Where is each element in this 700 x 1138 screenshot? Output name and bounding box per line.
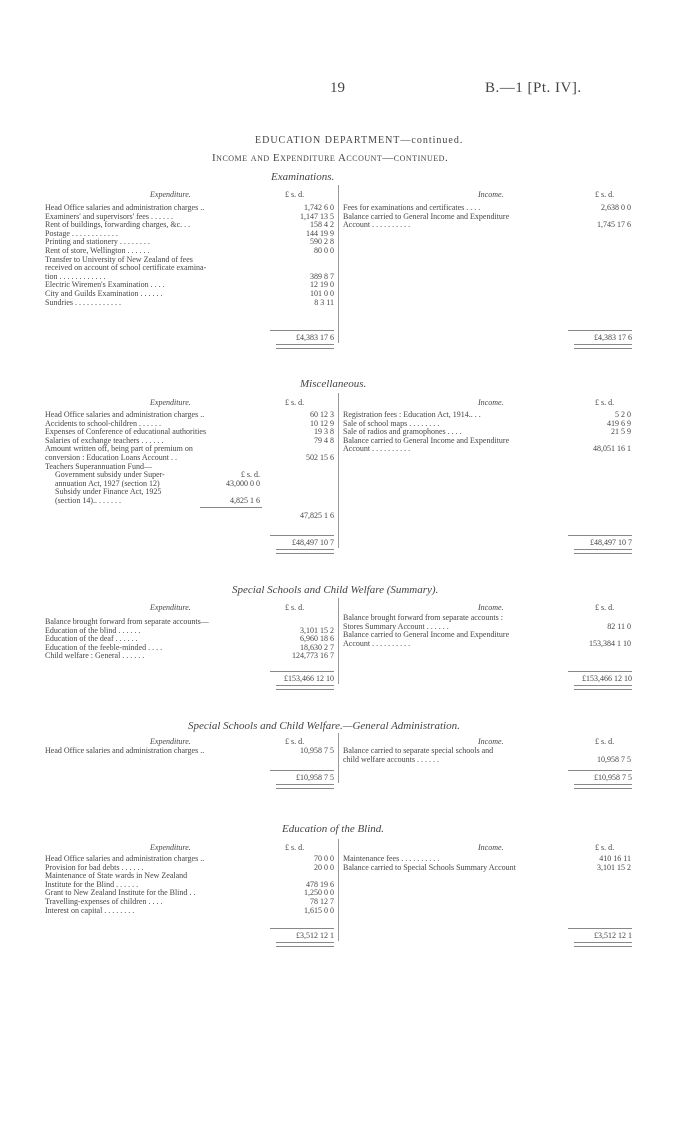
expenditure-amount: 60 12 3	[310, 410, 334, 419]
expenditure-item: Salaries of exchange teachers . . . . . .	[45, 435, 164, 445]
expenditure-item: Education of the deaf . . . . . .	[45, 634, 138, 644]
income-heading: Income.	[478, 603, 504, 612]
income-total: £4,383 17 6	[594, 333, 632, 342]
expenditure-amount: 478 19 6	[306, 879, 334, 889]
income-heading: Income.	[478, 737, 504, 746]
income-item: Balance carried to General Income and Expenditure	[343, 211, 510, 221]
expenditure-amount: 20 0 0	[314, 862, 334, 872]
expenditure-total: £3,512 12 1	[296, 931, 334, 940]
expenditure-item: Head Office salaries and administration charges ..	[45, 410, 205, 419]
income-total: £48,497 10 7	[590, 538, 632, 547]
left-lsd-heading: £ s. d.	[285, 843, 305, 852]
income-item: child welfare accounts . . . . . .	[343, 754, 439, 764]
superannuation-item: (section 14).. . . . . . .	[55, 496, 121, 505]
column-divider	[338, 839, 339, 941]
income-amount: 153,384 1 10	[589, 638, 631, 648]
section-title: Special Schools and Child Welfare (Summary).	[232, 584, 439, 596]
right-total-double-rule	[574, 942, 632, 947]
expenditure-total: £4,383 17 6	[296, 333, 334, 342]
left-total-rule	[270, 671, 334, 672]
expenditure-heading: Expenditure.	[150, 190, 191, 199]
expenditure-item: received on account of school certificate examina-	[45, 263, 207, 273]
right-total-double-rule	[574, 784, 632, 789]
income-amount: 419 6 9	[607, 418, 631, 428]
right-total-rule	[568, 928, 632, 929]
expenditure-item: Education of the blind . . . . . .	[45, 625, 141, 635]
expenditure-item: Head Office salaries and administration charges ..	[45, 203, 205, 212]
right-total-double-rule	[574, 549, 632, 554]
expenditure-item: Balance brought forward from separate accounts—	[45, 617, 209, 626]
income-item: Account . . . . . . . . . .	[343, 220, 411, 230]
income-amount: 82 11 0	[607, 621, 631, 631]
expenditure-amount: 19 3 8	[314, 427, 334, 437]
right-lsd-heading: £ s. d.	[595, 737, 615, 746]
expenditure-item: Expenses of Conference of educational authorities	[45, 427, 207, 437]
expenditure-amount: 80 0 0	[314, 246, 334, 255]
income-amount: 5 2 0	[615, 410, 631, 419]
superannuation-amount: 4,825 1 6	[230, 496, 260, 505]
expenditure-amount: 10 12 9	[310, 418, 334, 428]
income-item: Stores Summary Account . . . . . .	[343, 621, 449, 631]
expenditure-item: tion . . . . . . . . . . . .	[45, 271, 106, 281]
column-divider	[338, 185, 339, 343]
left-lsd-heading: £ s. d.	[285, 190, 305, 199]
right-lsd-heading: £ s. d.	[595, 190, 615, 199]
section-title: Examinations.	[271, 171, 335, 183]
expenditure-amount: 590 2 8	[310, 237, 334, 247]
income-amount: 10,958 7 5	[597, 754, 631, 764]
department-title: EDUCATION DEPARTMENT—continued.	[255, 135, 464, 146]
right-total-rule	[568, 770, 632, 771]
right-total-double-rule	[574, 685, 632, 690]
income-amount: 48,051 16 1	[593, 444, 631, 454]
expenditure-amount: 101 0 0	[310, 289, 334, 298]
income-amount: 1,745 17 6	[597, 220, 631, 230]
section-title: Special Schools and Child Welfare.—General Administration.	[188, 720, 460, 732]
expenditure-item: Institute for the Blind . . . . . .	[45, 879, 139, 889]
expenditure-amount: 1,147 13 5	[300, 211, 334, 221]
expenditure-item: Accidents to school-children . . . . . .	[45, 418, 161, 428]
expenditure-item: Printing and stationery . . . . . . . .	[45, 237, 150, 247]
left-total-rule	[270, 770, 334, 771]
right-total-rule	[568, 535, 632, 536]
expenditure-item: Postage . . . . . . . . . . . .	[45, 228, 118, 238]
expenditure-heading: Expenditure.	[150, 737, 191, 746]
expenditure-amount: 6,960 18 6	[300, 634, 334, 644]
left-total-double-rule	[276, 784, 334, 789]
income-amount: 21 5 9	[611, 427, 631, 437]
right-lsd-heading: £ s. d.	[595, 603, 615, 612]
income-heading: Income.	[478, 190, 504, 199]
right-total-double-rule	[574, 344, 632, 349]
expenditure-amount: 1,615 0 0	[304, 905, 334, 915]
income-item: Balance carried to Special Schools Summary Account	[343, 862, 516, 872]
section-title: Miscellaneous.	[300, 378, 367, 390]
left-lsd-heading: £ s. d.	[285, 603, 305, 612]
expenditure-amount: 1,250 0 0	[304, 888, 334, 898]
column-divider	[338, 393, 339, 548]
expenditure-item: Sundries . . . . . . . . . . . .	[45, 297, 121, 307]
expenditure-amount: 3,101 15 2	[300, 625, 334, 635]
expenditure-item: Child welfare : General . . . . . .	[45, 651, 145, 661]
account-title: Income and Expenditure Account—continued.	[212, 152, 449, 164]
document-reference: B.—1 [Pt. IV].	[485, 80, 582, 96]
expenditure-amount: 502 15 6	[306, 453, 334, 462]
income-total: £10,958 7 5	[594, 773, 632, 782]
expenditure-item: Education of the feeble-minded . . . .	[45, 642, 163, 652]
superannuation-amount: 43,000 0 0	[226, 478, 260, 488]
column-divider	[338, 733, 339, 783]
left-total-double-rule	[276, 942, 334, 947]
left-total-rule	[270, 330, 334, 331]
expenditure-item: Interest on capital . . . . . . . .	[45, 905, 135, 915]
expenditure-total: £153,466 12 10	[284, 674, 334, 683]
left-total-double-rule	[276, 685, 334, 690]
expenditure-item: Rent of store, Wellington . . . . . .	[45, 246, 150, 255]
expenditure-amount: 10,958 7 5	[300, 746, 334, 755]
superannuation-item: annuation Act, 1927 (section 12)	[55, 478, 160, 488]
left-total-double-rule	[276, 344, 334, 349]
expenditure-item: Teachers Superannuation Fund—	[45, 461, 152, 471]
right-lsd-heading: £ s. d.	[595, 398, 615, 407]
right-lsd-heading: £ s. d.	[595, 843, 615, 852]
expenditure-amount: 124,773 16 7	[292, 651, 334, 661]
expenditure-item: Travelling-expenses of children . . . .	[45, 897, 163, 906]
expenditure-amount: 389 8 7	[310, 271, 334, 281]
income-item: Fees for examinations and certificates . . . .	[343, 203, 481, 212]
expenditure-heading: Expenditure.	[150, 603, 191, 612]
left-total-rule	[270, 535, 334, 536]
expenditure-total: £10,958 7 5	[296, 773, 334, 782]
expenditure-heading: Expenditure.	[150, 398, 191, 407]
income-item: Sale of radios and gramophones . . . .	[343, 427, 462, 437]
section-title: Education of the Blind.	[282, 823, 385, 835]
expenditure-item: Grant to New Zealand Institute for the Blind . .	[45, 888, 196, 898]
income-total: £3,512 12 1	[594, 931, 632, 940]
left-total-rule	[270, 928, 334, 929]
income-amount: 410 16 11	[599, 854, 631, 863]
left-total-double-rule	[276, 549, 334, 554]
expenditure-item: conversion : Education Loans Account . .	[45, 453, 177, 462]
expenditure-item: Head Office salaries and administration charges ..	[45, 746, 205, 755]
expenditure-amount: 144 19 9	[306, 228, 334, 238]
income-heading: Income.	[478, 398, 504, 407]
expenditure-item: Head Office salaries and administration charges ..	[45, 854, 205, 863]
superannuation-amount: £ s. d.	[240, 470, 260, 480]
income-item: Balance carried to separate special schools and	[343, 746, 494, 755]
column-divider	[338, 598, 339, 684]
expenditure-amount: 8 3 11	[314, 297, 334, 307]
expenditure-item: Provision for bad debts . . . . . .	[45, 862, 144, 872]
expenditure-amount: 78 12 7	[310, 897, 334, 906]
income-amount: 3,101 15 2	[597, 862, 631, 872]
income-item: Sale of school maps . . . . . . . .	[343, 418, 440, 428]
expenditure-amount: 18,630 2 7	[300, 642, 334, 652]
superannuation-item: Government subsidy under Super-	[55, 470, 165, 480]
left-lsd-heading: £ s. d.	[285, 398, 305, 407]
income-item: Balance carried to General Income and Expenditure	[343, 630, 510, 640]
expenditure-amount: 1,742 6 0	[304, 203, 334, 212]
expenditure-item: Electric Wiremen's Examination . . . .	[45, 280, 165, 290]
expenditure-item: Maintenance of State wards in New Zealand	[45, 871, 188, 881]
superannuation-item: Subsidy under Finance Act, 1925	[55, 487, 162, 497]
income-item: Account . . . . . . . . . .	[343, 638, 411, 648]
expenditure-amount: 12 19 0	[310, 280, 334, 290]
left-lsd-heading: £ s. d.	[285, 737, 305, 746]
superannuation-total: 47,825 1 6	[300, 510, 334, 520]
income-total: £153,466 12 10	[582, 674, 632, 683]
expenditure-total: £48,497 10 7	[292, 538, 334, 547]
expenditure-amount: 79 4 8	[314, 435, 334, 445]
expenditure-amount: 70 0 0	[314, 854, 334, 863]
expenditure-item: Transfer to University of New Zealand of fees	[45, 254, 193, 264]
income-item: Account . . . . . . . . . .	[343, 444, 411, 454]
income-item: Maintenance fees . . . . . . . . . .	[343, 854, 440, 863]
expenditure-item: Rent of buildings, forwarding charges, &c. . .	[45, 220, 191, 230]
expenditure-item: Amount written off, being part of premium on	[45, 444, 193, 454]
page-number: 19	[330, 80, 345, 96]
expenditure-item: City and Guilds Examination . . . . . .	[45, 289, 163, 298]
right-total-rule	[568, 330, 632, 331]
income-item: Balance carried to General Income and Expenditure	[343, 435, 510, 445]
income-amount: 2,638 0 0	[601, 203, 631, 212]
income-item: Registration fees : Education Act, 1914.. . .	[343, 410, 481, 419]
income-heading: Income.	[478, 843, 504, 852]
income-item: Balance brought forward from separate accounts :	[343, 613, 503, 622]
right-total-rule	[568, 671, 632, 672]
subtotal-rule	[200, 507, 262, 508]
expenditure-amount: 158 4 2	[310, 220, 334, 230]
expenditure-heading: Expenditure.	[150, 843, 191, 852]
expenditure-item: Examiners' and supervisors' fees . . . . . .	[45, 211, 173, 221]
